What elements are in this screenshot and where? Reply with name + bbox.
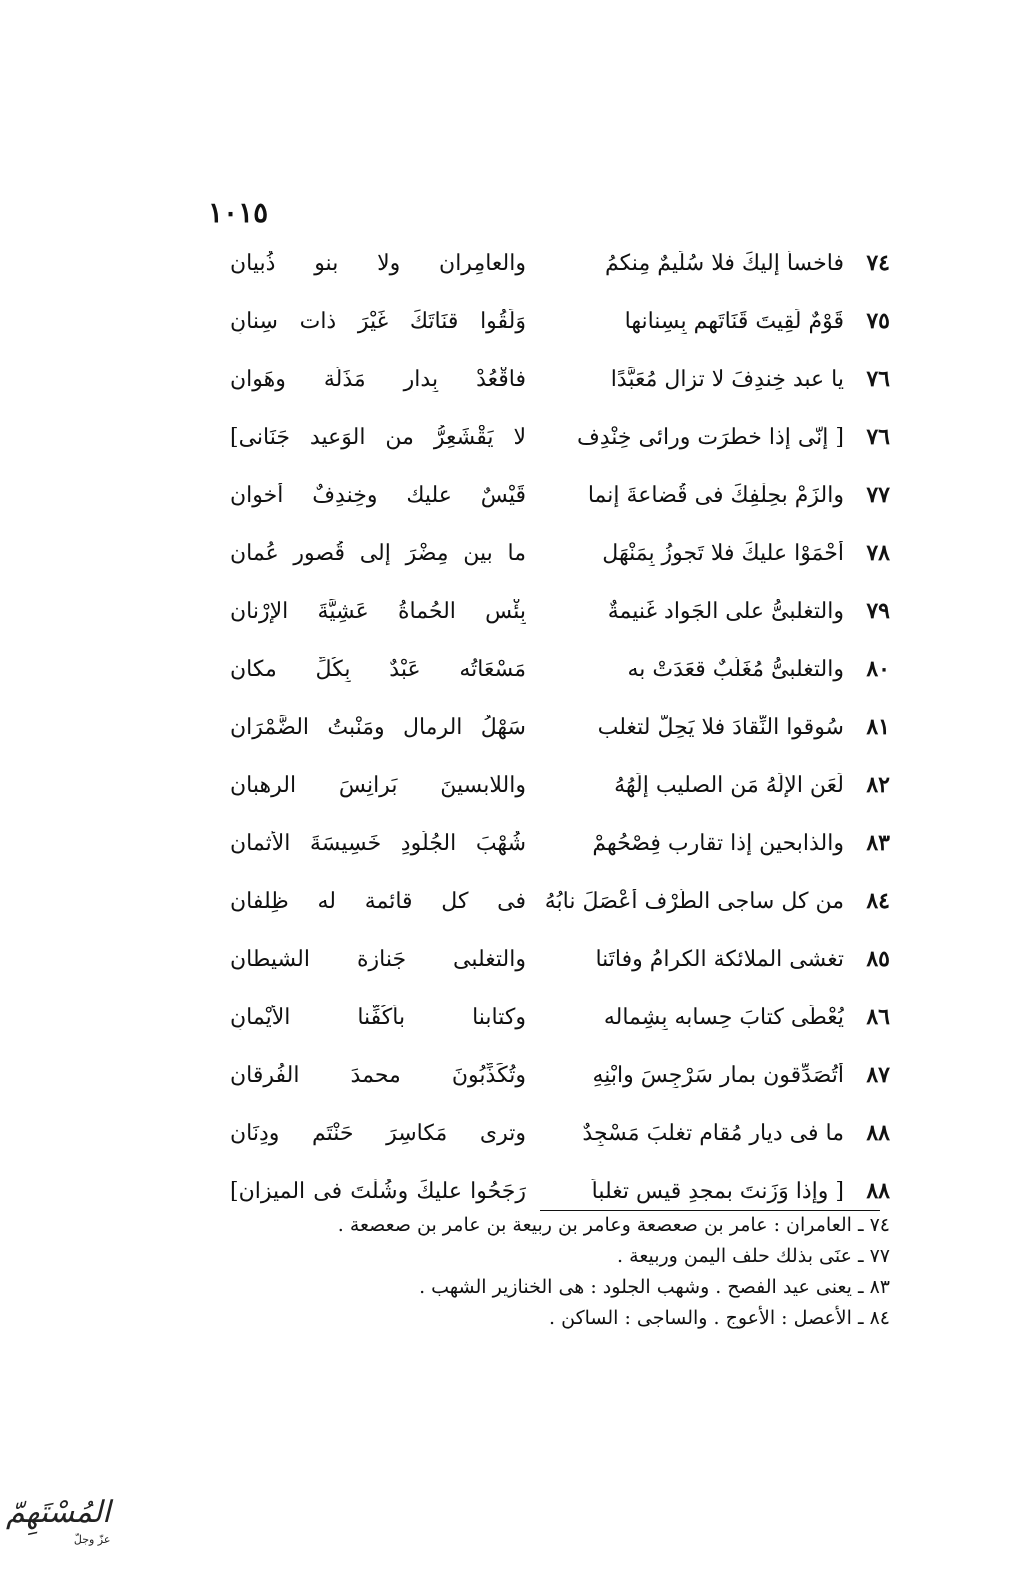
verse-number: ٨٦ [866,1004,890,1030]
first-hemistich: والتغلبىُّ مُغَلَّبٌ قعَدَتْ به [627,657,844,682]
verse [230,250,890,308]
verse [230,424,890,482]
verse-number: ٨٥ [866,946,890,972]
second-hemistich: وَلَقُوا قنَاتَكَ غَيْرَ ذات سِنانِ [230,309,526,334]
first-hemistich: سُوقوا النِّقادَ فلا يَحِلُّ لتغلب [597,715,844,740]
first-hemistich: قَوْمٌ لَقِيتَ قَنَاتَهم بِسِنانها [624,309,844,334]
verse [230,540,890,598]
verse [230,366,890,424]
verse-number: ٨١ [866,714,890,740]
second-hemistich: لا يَقْشَعِرُّ من الوَعيد جَنَانى] [230,425,526,450]
stamp-text: المُسْتَهِمّ [6,1495,111,1530]
footnote: ٨٣ ـ يعنى عيد الفصح . وشهب الجلود : هى الخنازير الشهب . [419,1276,890,1298]
second-hemistich: وكتابنا بأكُفِّنا الأيْمانِ [230,1005,526,1030]
second-hemistich: ما بين مِضْرَ إلى قُصور عُمان [230,541,526,566]
verse [230,772,890,830]
verse [230,1120,890,1178]
second-hemistich: وترى مَكاسِرَ حَنْتَمٍ ودِنَان [230,1121,526,1146]
verse-number: ٧٦ [866,424,890,450]
first-hemistich: أَحْمَوْا عليكَ فلا تَجوزُ بِمَنْهَل [602,541,844,566]
second-hemistich: فى كل قائمة له ظِلفان [230,889,526,914]
second-hemistich: مَسْعَاتُه عَبْدٌ بِكُلِّ مكان [230,657,526,682]
second-hemistich: شُهْبَ الجُلُودِ خَسِيسَةَ الأثمان [230,831,526,856]
first-hemistich: والذابحين إذا تقارب فِصْحُهمْ [592,831,844,856]
verse-number: ٨٤ [866,888,890,914]
verse [230,308,890,366]
verse [230,946,890,1004]
verse-number: ٨٢ [866,772,890,798]
verse [230,1062,890,1120]
verse-number: ٧٦ [866,366,890,392]
first-hemistich: ما فى ديارِ مُقام تغلبَ مَسْجِدٌ [582,1121,844,1146]
verse [230,482,890,540]
first-hemistich: فاخسأ إليكَ فلا سُلَيمٌ مِنكمُ [605,251,844,276]
verse-number: ٨٨ [866,1120,890,1146]
verse [230,598,890,656]
footnote: ٧٤ ـ العامران : عامر بن صعصعة وعامر بن ربيعة بن عامر بن صعصعة . [337,1214,890,1236]
verse-number: ٨٧ [866,1062,890,1088]
first-hemistich: أتُصَدِّقون بمارِ سَرْجِسَ وابْنِهِ [592,1063,844,1088]
verse [230,830,890,888]
verse-number: ٧٩ [866,598,890,624]
verse [230,656,890,714]
first-hemistich: يُعْطَى كتابَ حِسابه بِشِماله [603,1005,844,1030]
verse [230,888,890,946]
first-hemistich: [ وإذا وَزَنتَ بمجدِ قيسٍ تغلباً [591,1179,844,1204]
second-hemistich: رَجَحُوا عليكَ وشُلْتَ فى الميزان] [230,1179,526,1204]
second-hemistich: وتُكَذِّبُونَ محمدَ الفُرقان [230,1063,526,1088]
first-hemistich: والتغلبىُّ على الجَواد غَنيمةٌ [607,599,844,624]
verse-number: ٧٧ [866,482,890,508]
verse-number: ٨٣ [866,830,890,856]
second-hemistich: والتغلبى جَنازة الشيطان [230,947,526,972]
footnotes [200,1214,890,1338]
footnote: ٧٧ ـ عنَى بذلك حلف اليمن وربيعة . [617,1245,890,1267]
verse-number: ٨٠ [866,656,890,682]
first-hemistich: تغشى الملائكة الكرامُ وفاتَنا [595,947,844,972]
first-hemistich: من كل ساجى الطَّرْف أعْصَلَ نابُهُ [544,889,844,914]
page-number: ١٠١٥ [208,196,269,229]
verse-number: ٧٨ [866,540,890,566]
first-hemistich: [ إنّى إذا خطرَت ورائى خِنْدِف [576,425,844,450]
library-stamp [6,1495,111,1546]
verse [230,1004,890,1062]
stamp-subtext: عزّ وجلّ [73,1533,111,1546]
second-hemistich: فاقْعُدْ بِدارِ مَذَلَّة وهَوان [230,367,526,392]
verse [230,714,890,772]
footnote-divider [540,1210,880,1211]
footnote: ٨٤ ـ الأعصل : الأعوج . والساجى : الساكن . [549,1307,890,1329]
first-hemistich: لَعَن الإلَهُ مَن الصليب إلَهُهُ [614,773,844,798]
second-hemistich: والعامِران ولا بنو ذُبيان [230,251,526,276]
verse-number: ٨٨ [866,1178,890,1204]
poem [230,250,890,1236]
second-hemistich: واللابسينَ بَرانِسَ الرهبان [230,773,526,798]
first-hemistich: والزَمْ بحِلْفِكَ فى قُضاعةَ إنما [587,483,844,508]
second-hemistich: بِئْس الحُماةُ عَشِيَّةَ الإرْنان [230,599,526,624]
second-hemistich: قَيْسٌ عليك وخِندِفٌ أخوان [230,483,526,508]
first-hemistich: يا عبد خِندِفَ لا تزال مُعَبَّدًا [610,367,844,392]
verse-number: ٧٤ [866,250,890,276]
second-hemistich: سَهْلُ الرمال ومَنْبتُ الضَّمْرَان [230,715,526,740]
verse-number: ٧٥ [866,308,890,334]
